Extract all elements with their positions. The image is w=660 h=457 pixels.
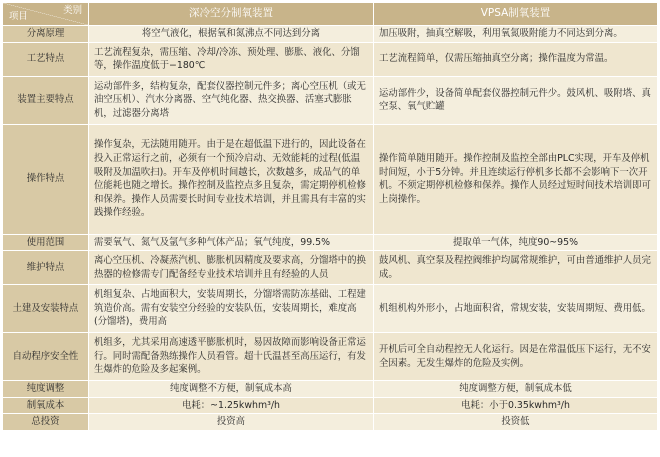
corner-item-label: 项目 [9, 11, 28, 23]
header-row [3, 3, 658, 26]
cryogenic-cell: 运动部件多，结构复杂，配套仪器控制元件多；离心空压机（或无油空压机）、汽水分离器、空气纯化器、热交换器、活塞式膨胀机，过滤器分离塔 [89, 76, 374, 124]
cryogenic-cell: 工艺流程复杂，需压缩、冷却/冷冻、预处理、膨胀、液化、分馏等，操作温度低于−180℃ [89, 42, 374, 76]
table-row [3, 285, 658, 333]
comparison-table [2, 2, 658, 431]
table-row [3, 26, 658, 43]
table-row [3, 414, 658, 431]
vpsa-cell: 机组机构外形小，占地面积省，常规安装，安装周期短、费用低。 [374, 285, 658, 333]
cryogenic-cell: 电耗：~1.25kwhm³/h [89, 397, 374, 414]
cryogenic-cell: 将空气液化，根据氧和氮沸点不同达到分离 [89, 26, 374, 43]
table-row [3, 397, 658, 414]
header-vpsa: VPSA制氧装置 [374, 3, 658, 26]
row-label: 使用范围 [3, 234, 89, 251]
cryogenic-cell: 机组复杂、占地面积大，安装周期长，分馏塔需防冻基础、工程建筑造价高。需有安装空分经验的安装队伍，安装周期长，难度高(分馏塔)，费用高 [89, 285, 374, 333]
table-row [3, 76, 658, 124]
table-row [3, 381, 658, 398]
vpsa-cell: 提取单一气体，纯度90~95% [374, 234, 658, 251]
vpsa-cell: 投资低 [374, 414, 658, 431]
vpsa-cell: 操作简单随用随开。操作控制及监控全部由PLC实现，开车及停机时间短，小于5分钟。并且连续运行停机多长都不会影响下一次开机。不须定期停机检修和保养。操作人员经过短时间技术培训即可上岗操作。 [374, 124, 658, 234]
table-row [3, 333, 658, 381]
cryogenic-cell: 投资高 [89, 414, 374, 431]
row-label: 土建及安装特点 [3, 285, 89, 333]
corner-category-label: 类别 [63, 5, 82, 16]
cryogenic-cell: 纯度调整不方便，制氧成本高 [89, 381, 374, 398]
vpsa-cell: 工艺流程简单，仅需压缩抽真空分离；操作温度为常温。 [374, 42, 658, 76]
cryogenic-cell: 离心空压机、冷凝蒸汽机、膨胀机因精度及要求高，分馏塔中的换热器的检修需专门配备经专业技术培训并且有经验的人员 [89, 251, 374, 285]
row-label: 分离原理 [3, 26, 89, 43]
row-label: 操作特点 [3, 124, 89, 234]
vpsa-cell: 开机后可全自动程控无人化运行。因是在常温低压下运行，无不安全因素。无发生爆炸的危险及实例。 [374, 333, 658, 381]
row-label: 制氧成本 [3, 397, 89, 414]
row-label: 维护特点 [3, 251, 89, 285]
header-cryogenic: 深冷空分制氧装置 [89, 3, 374, 26]
cryogenic-cell: 操作复杂，无法随用随开。由于是在超低温下进行的，因此设备在投入正常运行之前，必须有一个预冷启动、无效能耗的过程(低温吸附及加温吹扫)。开车及停机时间越长，次数越多，成品气的单位能耗也随之增长。操作控制及监控点多且复杂，需定期停机检修和保养。操作人员需要长时间专业技术培训，并且需具有丰富的实践操作经验。 [89, 124, 374, 234]
row-label: 自动程序安全性 [3, 333, 89, 381]
row-label: 装置主要特点 [3, 76, 89, 124]
vpsa-cell: 运动部件少，设备简单配套仪器控制元件少。鼓风机、吸附塔、真空泵、氧气贮罐 [374, 76, 658, 124]
vpsa-cell: 纯度调整方便，制氧成本低 [374, 381, 658, 398]
vpsa-cell: 加压吸附，抽真空解吸，利用氧氮吸附能力不同达到分离。 [374, 26, 658, 43]
cryogenic-cell: 机组多，尤其采用高速透平膨胀机时，易因故障而影响设备正常运行。同时需配备熟练操作人员看管。超十氏温甚至高压运行，有发生爆炸的危险及多起案例。 [89, 333, 374, 381]
cryogenic-cell: 需要氧气、氮气及氩气多种气体产品；氧气纯度，99.5% [89, 234, 374, 251]
row-label: 工艺特点 [3, 42, 89, 76]
table-row [3, 124, 658, 234]
vpsa-cell: 鼓风机、真空泵及程控阀维护均属常规维护，可由普通维护人员完成。 [374, 251, 658, 285]
table-row [3, 234, 658, 251]
vpsa-cell: 电耗：小于0.35kwhm³/h [374, 397, 658, 414]
row-label: 总投资 [3, 414, 89, 431]
corner-cell [3, 3, 89, 26]
table-row [3, 251, 658, 285]
table-row [3, 42, 658, 76]
row-label: 纯度调整 [3, 381, 89, 398]
